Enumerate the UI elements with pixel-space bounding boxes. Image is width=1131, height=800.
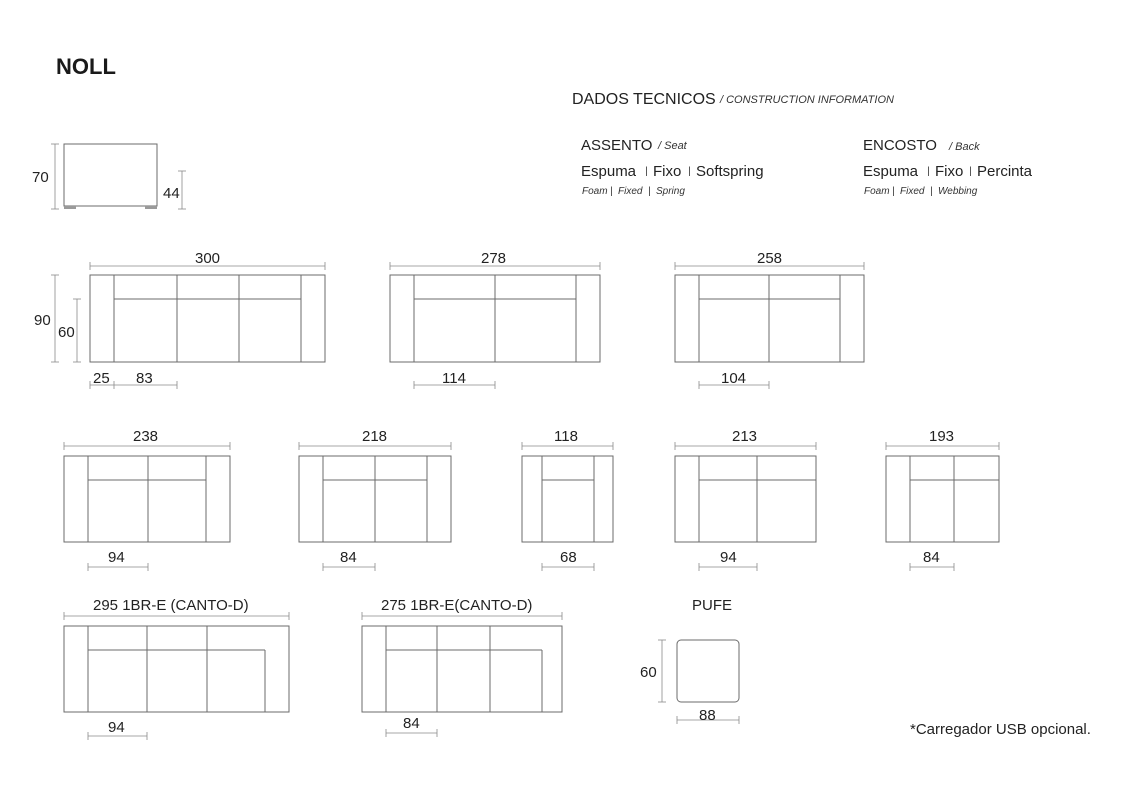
- sofa-300-outline: [90, 275, 325, 362]
- seat-en-1: Foam: [582, 186, 608, 197]
- pufe-title: PUFE: [692, 597, 733, 614]
- seat-83-label: 83: [136, 370, 153, 387]
- corner-275-label: 275 1BR-E(CANTO-D): [381, 597, 533, 614]
- sofa-278: [390, 262, 600, 389]
- seat-value-3: Softspring: [696, 163, 764, 180]
- seat-84-label: 84: [340, 549, 357, 566]
- pufe-outline: [677, 640, 739, 702]
- product-title: NOLL: [56, 54, 116, 79]
- sofa-213: [675, 442, 816, 571]
- side-view-foot-left: [64, 206, 76, 209]
- width-258-label: 258: [757, 250, 783, 267]
- seat-label: ASSENTO: [581, 137, 653, 154]
- seat-84b-label: 84: [923, 549, 940, 566]
- pufe-width-label: 88: [699, 707, 716, 724]
- seat-value-2: Fixo: [653, 163, 682, 180]
- width-213-label: 213: [732, 428, 758, 445]
- width-193-label: 193: [929, 428, 955, 445]
- back-value-1: Espuma: [863, 163, 919, 180]
- seat-104-label: 104: [721, 370, 747, 387]
- seat-94b-label: 94: [720, 549, 737, 566]
- row1-height-label: 90: [34, 312, 51, 329]
- sofa-258: [675, 262, 864, 389]
- back-sep-1: |: [927, 166, 930, 177]
- corner-275-seat-label: 84: [403, 715, 420, 732]
- back-en-2: Fixed: [900, 186, 925, 197]
- corner-295-seat-label: 94: [108, 719, 125, 736]
- width-300-label: 300: [195, 250, 221, 267]
- side-view-foot-right: [145, 206, 157, 209]
- row1-seat-height-label: 60: [58, 324, 75, 341]
- seat-94-label: 94: [108, 549, 125, 566]
- side-view-body: [64, 144, 157, 206]
- back-en-1: Foam: [864, 186, 890, 197]
- seat-en-3: Spring: [656, 186, 685, 197]
- side-seat-height-label: 44: [163, 185, 180, 202]
- back-sep-2: |: [969, 166, 972, 177]
- seat-114-label: 114: [442, 370, 466, 387]
- usb-note: *Carregador USB opcional.: [910, 721, 1091, 738]
- width-238-label: 238: [133, 428, 159, 445]
- seat-value-1: Espuma: [581, 163, 637, 180]
- back-en-3: Webbing: [938, 186, 978, 197]
- sofa-193: [886, 442, 999, 571]
- width-278-label: 278: [481, 250, 507, 267]
- seat-sep-1: |: [645, 166, 648, 177]
- back-label-en: / Back: [949, 141, 980, 153]
- seat-en-2: Fixed: [618, 186, 643, 197]
- back-value-3: Percinta: [977, 163, 1033, 180]
- sofa-275-corner: [362, 612, 562, 737]
- pufe-depth-label: 60: [640, 664, 657, 681]
- back-en-sep-1: |: [892, 186, 895, 197]
- corner-295-label: 295 1BR-E (CANTO-D): [93, 597, 249, 614]
- arm-width-label: 25: [93, 370, 110, 387]
- sofa-218: [299, 442, 451, 571]
- seat-label-en: / Seat: [658, 140, 687, 152]
- tech-heading: DADOS TECNICOS: [572, 91, 716, 108]
- seat-68-label: 68: [560, 549, 577, 566]
- back-label: ENCOSTO: [863, 137, 937, 154]
- sofa-295-corner: [64, 612, 289, 740]
- seat-en-sep-2: |: [648, 186, 651, 197]
- seat-sep-2: |: [688, 166, 691, 177]
- tech-heading-en: / CONSTRUCTION INFORMATION: [720, 94, 894, 106]
- width-218-label: 218: [362, 428, 388, 445]
- back-value-2: Fixo: [935, 163, 964, 180]
- sofa-238: [64, 442, 230, 571]
- width-118-label: 118: [554, 428, 578, 445]
- side-height-label: 70: [32, 169, 49, 186]
- back-en-sep-2: |: [930, 186, 933, 197]
- seat-en-sep-1: |: [610, 186, 613, 197]
